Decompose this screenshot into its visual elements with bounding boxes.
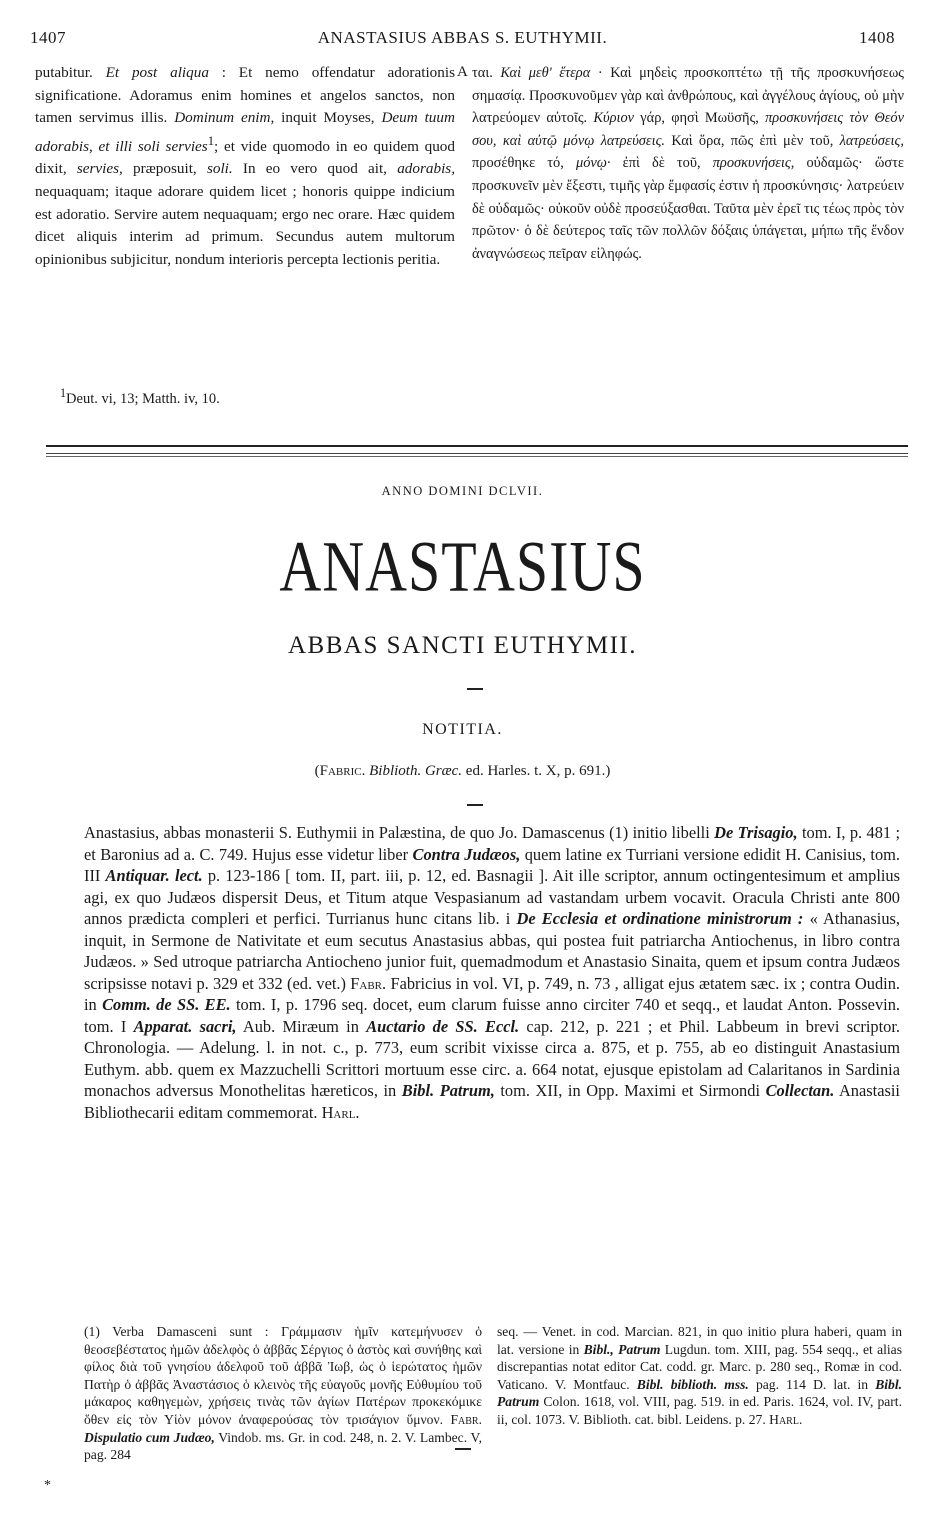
greek-paragraph: ται. Καὶ μεθ' ἕτερα · Καὶ μηδεὶς προσκοπτέτω τῇ τῆς προσκυνήσεως σημασίᾳ. Προσκυνοῦμεν γὰρ καὶ ἀνθρώπους, καὶ ἀγγέλους ἁγίους, οὐ μὴν λατρεύομεν αὐτοῖς. Κύριον γάρ, φησὶ Μωϋσῆς, προσκυνήσεις τὸν Θεόν σου, καὶ αὐτῷ μόνῳ λατρεύσεις. Καὶ ὅρα, πῶς ἐπὶ μὲν τοῦ, λατρεύσεις, προσέθηκε τό, μόνῳ· ἐπὶ δὲ τοῦ, προσκυνήσεις, οὐδαμῶς· ὥστε προσκυνεῖν μὲν ἔξεστι, τιμῆς γὰρ ἔμφασίς ἐστιν ἡ προσκύνησις· λατρεύειν δὲ οὐδαμῶς· οὐκοῦν οὐδὲ προσεύξασθαι. Ταῦτα μὲν ἐρεῖ τις τέως πρὸς τὸν πρῶτον· ὁ δὲ δεύτερος ταῖς τῶν πολλῶν δόξαις ὑπάγεται, μήπω τῆς ἔνδον ἀναγνώσεως πεῖραν εἰληφώς. — [472, 65, 904, 262]
footnote-left: (1) Verba Damasceni sunt : Γράμμασιν ἡμῖν κατεμήνυσεν ὁ θεοσεβέστατος ἡμῶν ἀδελφὸς ὁ ἀββᾶς Σέργιος ὁ ἀστὸς καὶ συνήθης καὶ φίλος διὰ τοῦ γνησίου ἀδελφοῦ τοῦ ἀββᾶ Ἰωβ, ὡς ὁ ἱερώτατος ἡμῶν Πατὴρ ὁ ἀββᾶς Ἀναστάσιος ὁ κλεινὸς τῆς εὐαγοῦς μονῆς Εὐθυμίου τοῦ μάκαρος καθηγεμὼν, χρήσεις τινὰς τῶν ἁγίων Πατέρων προκεκόμικε ὅθεν εἰς τὸν Υἱὸν μόνον ἀναφερούσας τὸν τρισάγιον ὕμνον. Fabr. Dispulatio cum Judæo, Vindob. ms. Gr. in cod. 248, n. 2. V. Lambec. V, pag. 284 — [84, 1324, 482, 1463]
greek-column — [472, 62, 904, 265]
column-marker: A — [457, 64, 468, 80]
section-divider — [46, 445, 908, 454]
short-rule — [467, 804, 483, 806]
section-subtitle: ABBAS SANCTI EUTHYMII. — [288, 632, 637, 659]
section-title: ANASTASIUS — [279, 525, 646, 607]
latin-column — [35, 62, 455, 271]
notitia-body: Anastasius, abbas monasterii S. Euthymii in Palæstina, de quo Jo. Damascenus (1) initio libelli De Trisagio, tom. I, p. 481 ; et Baronius ad a. C. 749. Hujus esse videtur liber Contra Judæos, quem latine ex Turriani versione edidit H. Canisius, tom. III Antiquar. lect. p. 123-186 [ tom. II, part. iii, p. 12, ed. Basnagii ]. Ait ille scriptor, annum octingentesimum et amplius agi, ex quo Judæos dispersit Deus, et Titum atque Vespasianum ad vastandam urbem vocavit. Oracula Christi ante 800 annos prædicta compleri et perfici. Turrianus hunc citans lib. i De Ecclesia et ordinatione ministrorum : « Athanasius, inquit, in Sermone de Nativitate et eum secutus Anastasius abbas, qui postea fuit patriarcha Antiochenus, in libro contra Judæos. » Sed utroque patriarcha Antiocheno junior fuit, quemadmodum et Anastasio Sinaita, quem et ipsum contra Judæos scripsisse notavi p. 329 et 332 (ed. vet.) Fabr. Fabricius in vol. VI, p. 749, n. 73 , alligat ejus ætatem sæc. ix ; contra Oudin. in Comm. de SS. EE. tom. I, p. 1796 seq. docet, eum clarum fuisse anno circiter 740 et seqq., et laudat Anton. Possevin. tom. I Apparat. sacri, Aub. Miræum in Auctario de SS. Eccl. cap. 212, p. 221 ; et Phil. Labbeum in brevi scriptor. Chronologia. — Adelung. l. in not. c., p. 773, eum scribit vixisse circa a. 875, et p. 755, ab eo distinguit Anastasium Euthym. abb. quem ex Mazzuchelli Scrittori mortuum esse circ. a. 664 notat, ejusque epistolam ad Calaritanos in Sardinia monachos adversus Monothelitas hæreticos, in Bibl. Patrum, tom. XII, in Opp. Maximi et Sirmondi Collectan. Anastasii Bibliothecarii editam commemorat. Harl. — [84, 823, 901, 1122]
section-divider-thin — [46, 456, 908, 457]
footnote-right: seq. — Venet. in cod. Marcian. 821, in quo initio plura haberi, quam in lat. versione in Bibl., Patrum Lugdun. tom. XIII, pag. 554 seqq., et alias discrepantias notat editor Cat. codd. gr. Marc. p. 280 seq., Romæ in cod. Vaticano. V. Montfauc. Bibl. biblioth. mss. pag. 114 D. lat. in Bibl. Patrum Colon. 1618, vol. VIII, pag. 519. in ed. Paris. 1624, vol. IV, part. ii, col. 1073. V. Biblioth. cat. bibl. Leidens. p. 27. Harl. — [497, 1324, 903, 1427]
notitia-heading: NOTITIA. — [422, 721, 503, 738]
scripture-footnote: $^1$Deut. vi, 13; Matth. iv, 10. — [60, 386, 220, 407]
short-rule — [467, 688, 483, 690]
running-title: ANASTASIUS ABBAS S. EUTHYMII. — [317, 28, 608, 47]
latin-paragraph: putabitur. Et post aliqua : Et nemo offendatur adorationis significatione. Adoramus enim homines et angelos sanctos, non tamen servimus illis. Dominum enim, inquit Moyses, Deum tuum adorabis, et illi soli servies$^1$; et vide quomodo in eo quidem quod dixit, servies, præposuit, soli. In eo vero quod ait, adorabis, nequaquam; itaque adorare quidem licet ; honoris quippe indicium est adoratio. Servire autem nequaquam; ergo nec orare. Hæc quidem dicet aliquis interim ad primum. Secundus autem multorum opinionibus subjicitur, nondum interioris percepta lectionis peritia. — [35, 64, 455, 268]
short-rule — [455, 1448, 471, 1450]
anno-domini-line: ANNO DOMINI DCLVII. — [381, 484, 544, 498]
page-number-left: 1407 — [30, 28, 66, 47]
source-citation: (Fabric. Biblioth. Græc. ed. Harles. t. X, p. 691.) — [314, 763, 611, 779]
printer-mark: * — [44, 1478, 51, 1493]
running-header — [30, 28, 895, 50]
page-number-right: 1408 — [859, 28, 895, 47]
